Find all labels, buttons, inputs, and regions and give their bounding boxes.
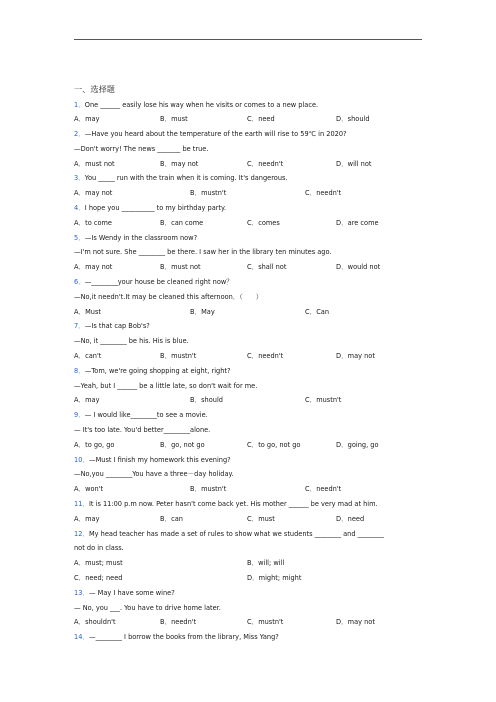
answer-option[interactable]: B．needn't bbox=[160, 618, 197, 627]
question-stem bbox=[74, 201, 424, 216]
answer-option[interactable]: B．mustn't bbox=[190, 189, 227, 198]
question-4 bbox=[74, 201, 424, 231]
answer-option[interactable]: B．will; will bbox=[247, 559, 285, 568]
answer-option[interactable]: B．can bbox=[160, 514, 183, 523]
question-text: My head teacher has made a set of rules to show what we students ________ and ________ bbox=[88, 529, 384, 538]
answer-option[interactable]: C．needn't bbox=[305, 189, 342, 198]
question-text: — No, you ___. You have to drive home later. bbox=[74, 603, 221, 612]
question-stem bbox=[74, 231, 424, 246]
question-number: 9． bbox=[74, 411, 85, 420]
answer-option[interactable]: A．may bbox=[74, 115, 100, 124]
question-text: —Is that cap Bob's? bbox=[84, 322, 150, 331]
option-row bbox=[74, 216, 424, 231]
answer-option[interactable]: C．need; need bbox=[74, 574, 123, 582]
answer-option[interactable]: A．must; must bbox=[74, 559, 123, 568]
question-number: 7． bbox=[74, 322, 85, 331]
question-line bbox=[74, 334, 424, 349]
question-6 bbox=[74, 275, 424, 319]
question-stem bbox=[74, 527, 424, 542]
question-line bbox=[74, 423, 424, 438]
answer-option[interactable]: C．must bbox=[247, 514, 275, 523]
option-row bbox=[74, 512, 424, 527]
answer-option[interactable]: D．would not bbox=[336, 263, 381, 272]
answer-option[interactable]: C．mustn't bbox=[305, 396, 342, 405]
answer-option[interactable]: C．to go, not go bbox=[247, 440, 301, 449]
answer-option[interactable]: A．may not bbox=[74, 263, 113, 272]
answer-option[interactable]: C．needn't bbox=[247, 352, 284, 361]
question-text: —I'm not sure. She ________ be there. I saw her in the library ten minutes ago. bbox=[74, 248, 332, 257]
answer-option[interactable]: B．may not bbox=[160, 159, 199, 168]
question-text: —________ I borrow the books from the library, Miss Yang? bbox=[88, 633, 279, 642]
answer-option[interactable]: B．mustn't bbox=[190, 485, 227, 494]
question-stem bbox=[74, 408, 424, 423]
answer-option[interactable]: D．will not bbox=[336, 159, 372, 168]
question-number: 3． bbox=[74, 174, 85, 183]
question-line bbox=[74, 142, 424, 157]
question-stem bbox=[74, 319, 424, 334]
answer-option[interactable]: A．to go, go bbox=[74, 440, 115, 449]
question-stem bbox=[74, 586, 424, 601]
question-number: 12． bbox=[74, 529, 89, 538]
option-row bbox=[74, 615, 424, 630]
answer-option[interactable]: B．can come bbox=[160, 218, 204, 227]
answer-option[interactable]: B．must bbox=[160, 115, 188, 124]
question-stem bbox=[74, 497, 424, 512]
option-row bbox=[74, 260, 424, 275]
question-number: 2． bbox=[74, 130, 85, 139]
question-line bbox=[74, 601, 424, 616]
answer-option[interactable]: C．needn't bbox=[247, 159, 284, 168]
question-text: —Is Wendy in the classroom now? bbox=[84, 233, 198, 242]
answer-option[interactable]: D．should bbox=[336, 115, 370, 124]
question-number: 1． bbox=[74, 100, 85, 109]
answer-option[interactable]: C．mustn't bbox=[247, 618, 284, 627]
question-line bbox=[74, 379, 424, 394]
question-number: 14． bbox=[74, 633, 89, 642]
option-row bbox=[74, 112, 424, 127]
question-text: not do in class. bbox=[74, 544, 124, 553]
exam-content bbox=[74, 84, 424, 645]
question-7 bbox=[74, 319, 424, 363]
question-stem bbox=[74, 453, 424, 468]
option-row bbox=[74, 438, 424, 453]
question-line bbox=[74, 541, 424, 556]
question-number: 6． bbox=[74, 278, 85, 287]
question-text: —________your house be cleaned right now？ bbox=[84, 278, 233, 287]
question-stem bbox=[74, 171, 424, 186]
question-text: — It's too late. You'd better________alone. bbox=[74, 426, 211, 435]
question-3 bbox=[74, 171, 424, 201]
question-line bbox=[74, 467, 424, 482]
answer-option[interactable]: B．mustn't bbox=[160, 352, 197, 361]
answer-option[interactable]: D．going, go bbox=[336, 440, 379, 449]
question-stem bbox=[74, 364, 424, 379]
answer-option[interactable]: B．should bbox=[190, 396, 223, 405]
answer-option[interactable]: D．need bbox=[336, 514, 365, 523]
answer-option[interactable]: A．may bbox=[74, 396, 100, 405]
question-number: 8． bbox=[74, 366, 85, 375]
option-row bbox=[74, 157, 424, 172]
question-text: — May I have some wine? bbox=[88, 588, 175, 597]
option-row bbox=[74, 349, 424, 364]
question-list bbox=[74, 98, 424, 645]
question-12 bbox=[74, 527, 424, 586]
answer-option[interactable]: D．may not bbox=[336, 352, 375, 361]
question-number: 11． bbox=[74, 500, 89, 509]
question-number: 5． bbox=[74, 233, 85, 242]
header-rule bbox=[74, 39, 422, 40]
answer-option[interactable]: D．are come bbox=[336, 218, 379, 227]
question-number: 10． bbox=[74, 455, 89, 464]
answer-option[interactable]: A．must not bbox=[74, 159, 115, 168]
question-text: —Tom, we're going shopping at eight, right? bbox=[84, 366, 231, 375]
answer-option[interactable]: B．must not bbox=[160, 263, 201, 272]
question-number: 13． bbox=[74, 588, 89, 597]
question-text: You _____ run with the train when it is coming. It's dangerous. bbox=[84, 174, 288, 183]
answer-option[interactable]: A．shouldn't bbox=[74, 618, 116, 627]
answer-option[interactable]: A．won't bbox=[74, 485, 104, 494]
question-1 bbox=[74, 98, 424, 128]
question-5 bbox=[74, 231, 424, 275]
question-stem bbox=[74, 98, 424, 113]
question-text: —No,it needn't.It may be cleaned this afternoon．（ ） bbox=[74, 292, 263, 301]
question-10 bbox=[74, 453, 424, 497]
section-title: 一、选择题 bbox=[74, 84, 115, 94]
question-line bbox=[74, 245, 424, 260]
option-row bbox=[74, 556, 424, 571]
answer-option[interactable]: B．May bbox=[190, 307, 215, 316]
question-text: —No, it ________ be his. His is blue. bbox=[74, 337, 189, 346]
answer-option[interactable]: A．Must bbox=[74, 307, 101, 316]
question-stem bbox=[74, 127, 424, 142]
answer-option[interactable]: B．go, not go bbox=[160, 440, 205, 449]
question-9 bbox=[74, 408, 424, 452]
question-stem bbox=[74, 275, 424, 290]
answer-option[interactable]: C．need bbox=[247, 115, 275, 124]
question-text: —Must I finish my homework this evening? bbox=[88, 455, 231, 464]
question-text: —Have you heard about the temperature of the earth will rise to 59℃ in 2020? bbox=[84, 130, 347, 139]
question-text: —Yeah, but I ______ be a little late, so don't wait for me. bbox=[74, 381, 258, 390]
answer-option[interactable]: D．might; might bbox=[247, 574, 302, 582]
question-11 bbox=[74, 497, 424, 527]
answer-option[interactable]: C．Can bbox=[305, 307, 330, 316]
option-row bbox=[74, 305, 424, 320]
question-text: — I would like________to see a movie. bbox=[84, 411, 208, 420]
question-14 bbox=[74, 630, 424, 645]
answer-option[interactable]: C．shall not bbox=[247, 263, 287, 272]
option-row bbox=[74, 571, 424, 586]
question-13 bbox=[74, 586, 424, 630]
question-8 bbox=[74, 364, 424, 408]
question-2 bbox=[74, 127, 424, 171]
question-number: 4． bbox=[74, 204, 85, 213]
answer-option[interactable]: D．may not bbox=[336, 618, 375, 627]
answer-option[interactable]: A．can't bbox=[74, 352, 102, 361]
answer-option[interactable]: A．to come bbox=[74, 218, 112, 227]
answer-option[interactable]: C．needn't bbox=[305, 485, 342, 494]
question-text: One ______ easily lose his way when he visits or comes to a new place. bbox=[84, 100, 319, 109]
answer-option[interactable]: A．may bbox=[74, 514, 100, 523]
question-text: —Don't worry! The news _______ be true. bbox=[74, 144, 209, 153]
option-row bbox=[74, 186, 424, 201]
question-line bbox=[74, 290, 424, 305]
question-text: It is 11:00 p.m now. Peter hasn't come back yet. His mother ______ be very mad at him. bbox=[88, 500, 378, 509]
option-row bbox=[74, 482, 424, 497]
question-stem bbox=[74, 630, 424, 645]
answer-option[interactable]: C．comes bbox=[247, 218, 280, 227]
question-text: I hope you __________ to my birthday party. bbox=[84, 204, 227, 213]
question-text: —No,you ________You have a three－day holiday. bbox=[74, 470, 234, 479]
option-row bbox=[74, 393, 424, 408]
answer-option[interactable]: A．may not bbox=[74, 189, 113, 198]
